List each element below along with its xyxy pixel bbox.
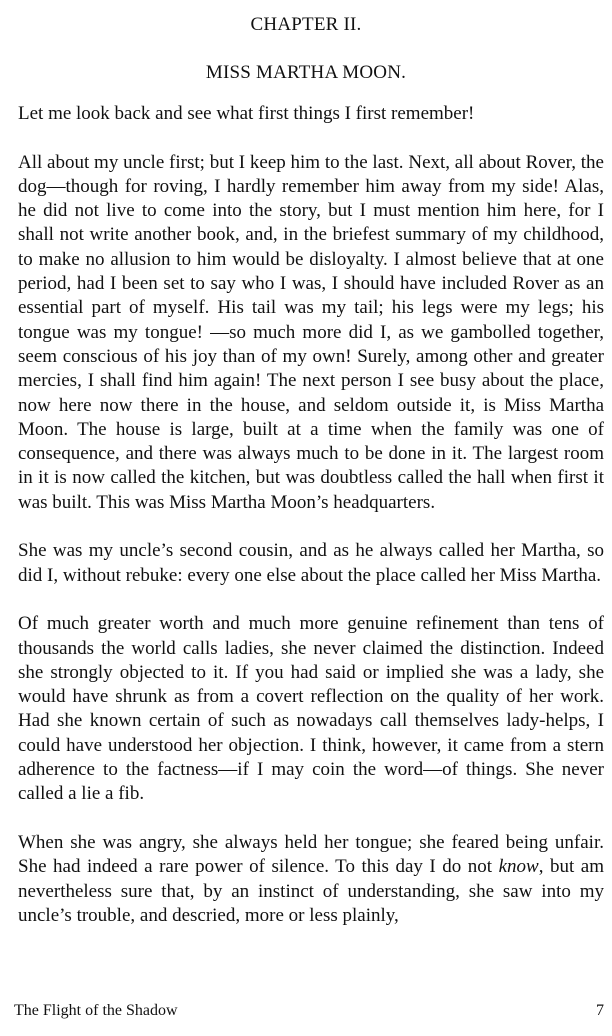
paragraph: Of much greater worth and much more genuine refinement than tens of thousands the world calls ladies, she never claimed the distinction. Indeed she strongly objected to it. If you had said or implied she was a lady, she would have shrunk as from a covert reflection on the quality of her work. Had she known certain of such as nowadays call themselves lady-helps, I could have understood her objection. I think, however, it came from a stern adherence to the factness—if I may coin the word—of things. She never called a lie a fib. <box>18 613 604 805</box>
paragraph: All about my uncle first; but I keep him to the last. Next, all about Rover, the dog—though for roving, I hardly remember him away from my side! Alas, he did not live to come into the story, but I must mention him here, for I shall not write another book, and, in the briefest summary of my childhood, to make no allusion to him would be disloyalty. I almost believe that at one period, had I been set to say who I was, I should have included Rover as an essential part of myself. His tail was my tail; his legs were my legs; his tongue was my tongue! —so much more did I, as we gambolled together, seem conscious of his joy than of my own! Surely, among other and greater mercies, I shall find him again! The next person I see busy about the place, now here now there in the house, and seldom outside it, is Miss Martha Moon. The house is large, built at a time when the family was one of consequence, and there was always much to be done in it. The largest room in it is now called the kitchen, but was doubtless called the hall when first it was built. This was Miss Martha Moon’s headquarters. <box>18 151 604 513</box>
chapter-number: CHAPTER II. <box>250 14 362 35</box>
paragraph: Let me look back and see what first things I first remember! <box>18 103 475 124</box>
emphasized-word: know <box>498 856 539 878</box>
chapter-title: MISS MARTHA MOON. <box>205 62 407 83</box>
body-text <box>18 102 604 952</box>
running-footer-title: The Flight of the Shadow <box>14 1002 178 1019</box>
paragraph-text: , but am nevertheless sure that, by an instinct of understanding, she saw into my uncle’s trouble, and descried, more or less plainly, <box>18 856 604 926</box>
paragraph: She was my uncle’s second cousin, and as he always called her Martha, so did I, without rebuke: every one else about the place called her Miss Martha. <box>18 540 604 586</box>
page-number: 7 <box>596 1002 604 1019</box>
paragraph <box>18 831 604 928</box>
paragraph-text: When she was angry, she always held her tongue; she feared being unfair. She had indeed a rare power of silence. To this day I do not <box>18 831 604 878</box>
